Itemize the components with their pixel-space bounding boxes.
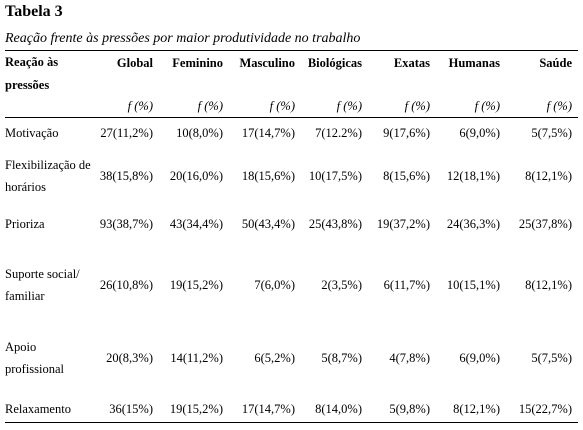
column-header: Reação às pressões [5,55,59,92]
frequency-label: f (%) [474,99,500,113]
row-label: Apoio profissional [5,340,65,376]
table-subtitle: Reação frente às pressões por maior produtividade no trabalho [5,31,361,46]
table-row [5,242,578,328]
frequency-label-row [5,97,578,120]
data-table [5,51,578,430]
table-row [5,388,578,430]
table-cell: 26(10,8%) [99,277,153,292]
table-cell: 18(15,6%) [241,168,295,183]
table-cell: 5(7,5%) [531,125,572,140]
table-cell: 7(6,0%) [254,277,295,292]
row-label: Flexibilização de horários [5,158,91,194]
table-cell: 6(9,0%) [459,125,500,140]
table-title: Tabela 3 [5,3,63,20]
table-cell: 43(34,4%) [169,216,223,231]
table-cell: 14(11,2%) [170,350,223,365]
column-header: Saúde [539,56,572,70]
table-cell: 20(8,3%) [106,350,153,365]
frequency-label: f (%) [127,99,153,113]
column-header: Biológicas [307,56,362,70]
row-label: Relaxamento [5,402,71,416]
column-header: Humanas [448,56,500,70]
table-cell: 6(9,0%) [459,350,500,365]
table-cell: 93(38,7%) [99,216,153,231]
column-header: Exatas [393,56,430,70]
row-label: Motivação [5,126,59,140]
frequency-label: f (%) [404,99,430,113]
table-cell: 25(37,8%) [518,216,572,231]
table-cell: 17(14,7%) [241,401,295,416]
table-cell: 25(43,8%) [308,216,362,231]
table-cell: 10(15,1%) [446,277,500,292]
table-cell: 36(15%) [109,401,153,416]
table-cell: 27(11,2%) [100,125,153,140]
table-row [5,206,578,242]
table-cell: 19(15,2%) [169,277,223,292]
table-cell: 38(15,8%) [99,168,153,183]
header-row [5,51,578,97]
table-cell: 20(16,0%) [169,168,223,183]
table-cell: 17(14,7%) [241,125,295,140]
row-label: Prioriza [5,217,45,231]
frequency-label: f (%) [269,99,295,113]
table-cell: 6(5,2%) [254,350,295,365]
table-cell: 2(3,5%) [321,277,362,292]
table-cell: 4(7,8%) [389,350,430,365]
table-cell: 50(43,4%) [241,216,295,231]
table-cell: 5(9,8%) [389,401,430,416]
table-row [5,146,578,206]
frequency-label: f (%) [197,99,223,113]
column-header: Feminino [172,56,223,70]
table-cell: 8(12,1%) [525,168,572,183]
table-cell: 5(8,7%) [321,350,362,365]
table-cell: 8(15,6%) [383,168,430,183]
table-cell: 8(12,1%) [525,277,572,292]
table-cell: 19(37,2%) [376,216,430,231]
table-cell [5,97,97,120]
column-header: Global [116,56,153,70]
table-cell: 15(22,7%) [518,401,572,416]
table-row [5,328,578,388]
table-cell: 7(12.2%) [315,125,362,140]
table-cell: 9(17,6%) [383,125,430,140]
table-cell: 12(18,1%) [446,168,500,183]
table-cell: 5(7,5%) [531,350,572,365]
table-cell: 19(15,2%) [169,401,223,416]
table-cell: 10(17,5%) [308,168,362,183]
frequency-label: f (%) [546,99,572,113]
table-cell: 8(12,1%) [453,401,500,416]
table-cell: 24(36,3%) [446,216,500,231]
table-cell: 8(14,0%) [315,401,362,416]
table-row [5,120,578,146]
row-label: Suporte social/ familiar [5,267,80,303]
table-cell: 10(8,0%) [176,125,223,140]
table-cell: 6(11,7%) [383,277,430,292]
column-header: Masculino [239,56,295,70]
frequency-label: f (%) [336,99,362,113]
